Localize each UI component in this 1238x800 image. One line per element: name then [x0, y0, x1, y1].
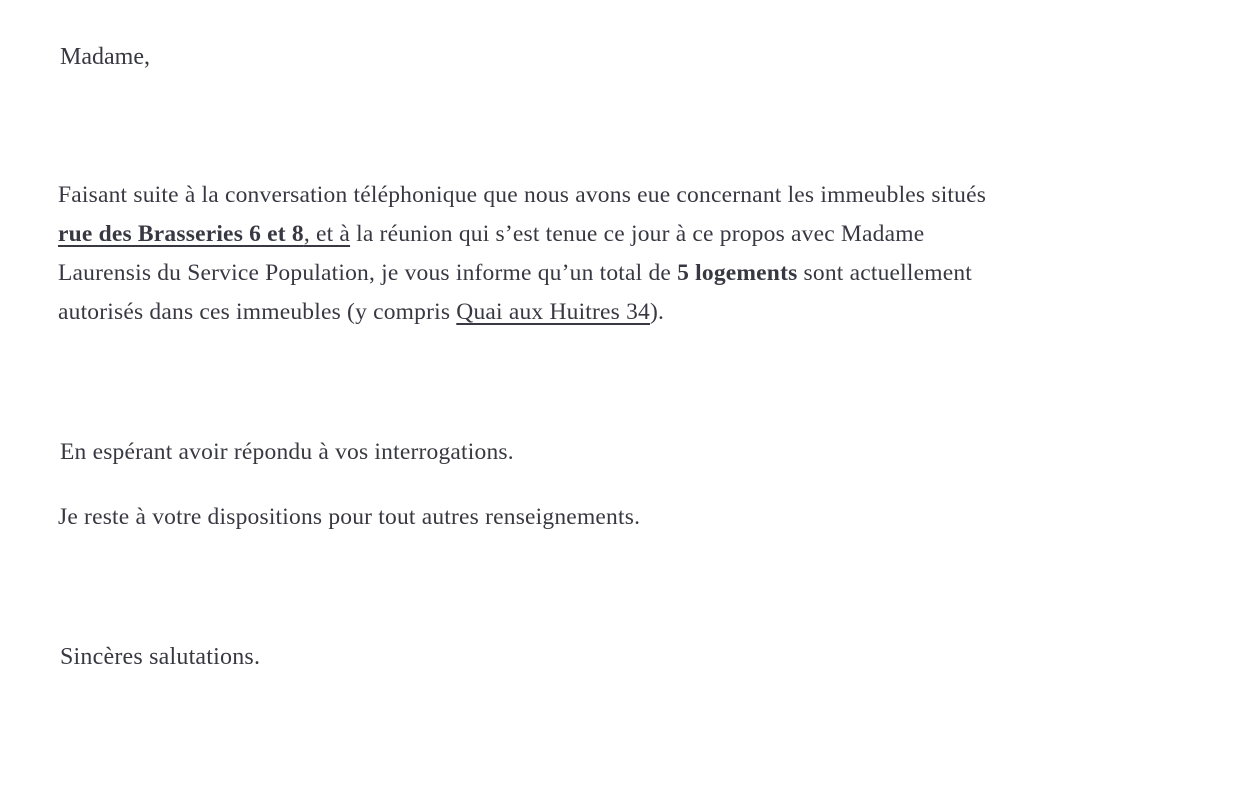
paragraph-line [58, 293, 1208, 332]
text-segment: sont actuellement [797, 260, 973, 286]
letter-paragraph-disposition: Je reste à votre dispositions pour tout autres renseignements. [58, 504, 641, 530]
paragraph-line [58, 176, 1208, 215]
text-segment: Faisant suite à la conversation téléphonique que nous avons eue concernant les immeubles situés [58, 182, 987, 208]
text-segment: Quai aux Huitres 34 [456, 299, 650, 325]
text-segment: autorisés dans ces immeubles (y compris [58, 299, 457, 325]
letter-salutation: Madame, [60, 44, 150, 70]
text-segment: Laurensis du Service Population, je vous informe qu’un total de [58, 260, 678, 286]
paragraph-line [58, 215, 1208, 254]
paragraph-line [58, 254, 1208, 293]
letter-closing: Sincères salutations. [60, 644, 261, 670]
text-segment: 5 logements [677, 260, 798, 286]
text-segment: la réunion qui s’est tenue ce jour à ce propos avec Madame [350, 221, 925, 247]
text-segment: , et à [303, 221, 351, 247]
text-segment: rue des Brasseries 6 et 8 [58, 221, 304, 247]
letter-main-paragraph [58, 176, 1208, 332]
letter-paragraph-hope: En espérant avoir répondu à vos interrogations. [60, 439, 514, 465]
text-segment: ). [650, 299, 665, 325]
